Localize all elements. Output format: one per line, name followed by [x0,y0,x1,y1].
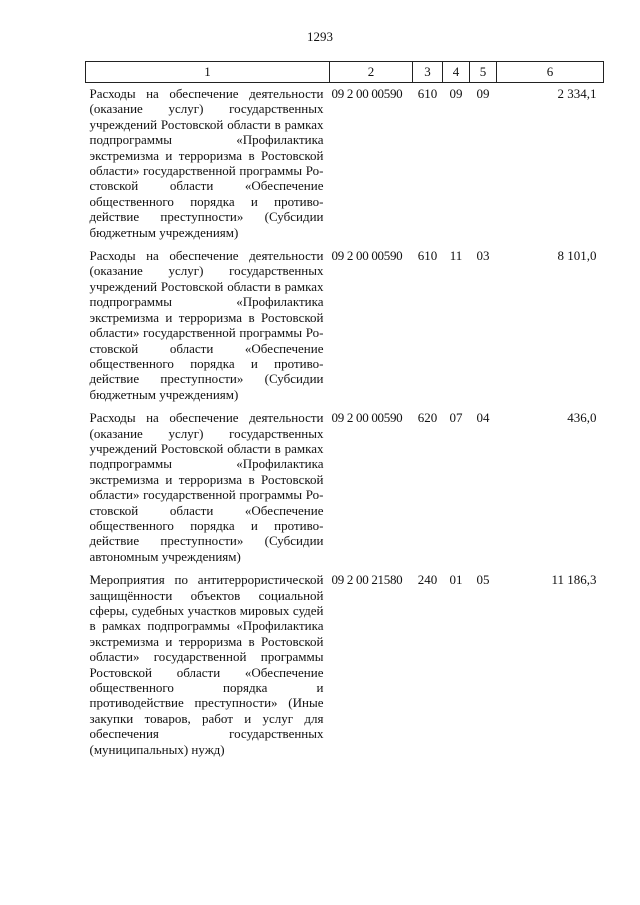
row-expense-type: 240 [417,572,438,588]
row-subsection: 03 [476,248,490,264]
table-row [86,569,604,762]
row-target-code: 09 2 00 00590 [331,248,403,264]
row-expense-type: 610 [417,86,438,101]
row-description: Расходы на обеспечение деятельности (оказание услуг) государственных учреждений Ростовской области в рамках подпрограммы «Профилактика экстремизма и терроризма в Ростовской области» государственной программы Ростовской области «Обеспечение общественного порядка и противодействие преступности» (Субсидии бюджетным учреждениям) [89,248,324,402]
row-target-code: 09 2 00 00590 [331,410,403,426]
table-header [86,62,604,83]
column-header-section: 4 [443,62,470,83]
row-amount: 2 334,1 [557,86,597,101]
column-header-expense-type: 3 [413,62,443,83]
row-amount: 436,0 [567,410,597,426]
row-section: 11 [449,248,463,264]
header-row [86,62,604,83]
row-amount: 8 101,0 [557,248,597,264]
row-target-code: 09 2 00 21580 [331,572,403,588]
row-amount: 11 186,3 [551,572,597,588]
table-body [86,83,604,763]
row-description: Расходы на обеспечение деятельности (оказание услуг) государственных учреждений Ростовской области в рамках подпрограммы «Профилактика экстремизма и терроризма в Ростовской области» государственной программы Ростовской области «Обеспечение общественного порядка и противодействие преступности» (Субсидии бюджетным учреждениям) [89,86,324,240]
row-subsection: 09 [476,86,490,101]
row-subsection: 04 [476,410,490,426]
row-subsection: 05 [476,572,490,588]
page-number: 1293 [307,29,333,44]
column-header-subsection: 5 [470,62,497,83]
row-section: 07 [449,410,463,426]
table-row [86,245,604,407]
budget-table [85,61,604,762]
row-description: Расходы на обеспечение деятельности (оказание услуг) государственных учреждений Ростовской области в рамках подпрограммы «Профилактика экстремизма и терроризма в Ростовской области» государственной программы Ростовской области «Обеспечение общественного порядка и противодействие преступности» (Субсидии автономным учреждениям) [89,410,324,564]
column-header-description: 1 [86,62,330,83]
row-section: 09 [449,86,463,101]
row-expense-type: 620 [417,410,438,426]
table-row [86,83,604,246]
table-row [86,407,604,569]
column-header-target-code: 2 [330,62,413,83]
row-description: Мероприятия по антитеррористической защищённости объектов социальной сферы, судебных участков мировых судей в рамках подпрограммы «Профилактика экстремизма и терроризма в Ростовской области» государственной программы Ростовской области «Обеспечение общественного порядка и противодействие преступности» (Иные закупки товаров, работ и услуг для обеспечения государственных (муниципальных) нужд) [89,572,324,757]
row-target-code: 09 2 00 00590 [331,86,403,101]
row-section: 01 [449,572,463,588]
row-expense-type: 610 [417,248,438,264]
column-header-amount: 6 [497,62,604,83]
